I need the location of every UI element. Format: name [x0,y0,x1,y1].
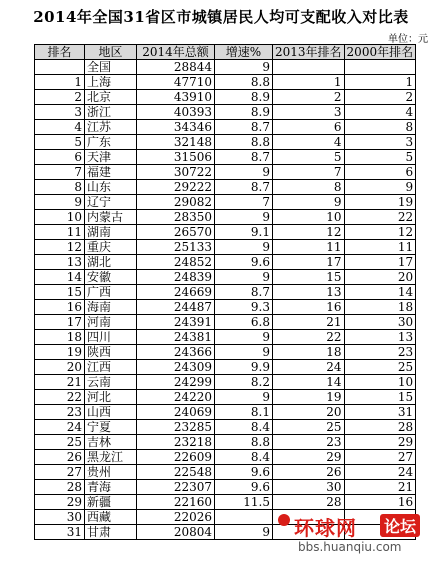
cell-rank: 10 [35,210,85,225]
cell-growth [215,510,273,525]
cell-growth: 9.1 [215,225,273,240]
cell-region: 新疆 [85,495,137,510]
table-row [35,495,416,510]
cell-rank-2013: 25 [273,420,345,435]
cell-rank: 3 [35,105,85,120]
cell-rank-2000: 17 [344,255,416,270]
cell-total-2014: 34346 [137,120,215,135]
cell-region: 海南 [85,300,137,315]
cell-rank-2013: 24 [273,360,345,375]
cell-rank-2013: 6 [273,120,345,135]
cell-rank-2013: 28 [273,495,345,510]
watermark-tag: 论坛 [380,514,420,537]
cell-total-2014: 28844 [137,60,215,75]
cell-growth: 9 [215,390,273,405]
cell-rank-2013: 16 [273,300,345,315]
cell-region: 山西 [85,405,137,420]
cell-growth: 8.7 [215,150,273,165]
cell-rank-2000: 11 [344,240,416,255]
cell-rank-2000: 14 [344,285,416,300]
cell-rank: 20 [35,360,85,375]
cell-rank: 17 [35,315,85,330]
cell-rank-2013: 29 [273,450,345,465]
cell-rank-2000 [344,60,416,75]
cell-growth: 9.6 [215,465,273,480]
cell-rank: 26 [35,450,85,465]
cell-total-2014: 29082 [137,195,215,210]
cell-rank-2000: 28 [344,420,416,435]
cell-region: 山东 [85,180,137,195]
cell-rank: 22 [35,390,85,405]
table-row [35,390,416,405]
cell-total-2014: 23218 [137,435,215,450]
cell-rank-2000: 25 [344,360,416,375]
cell-rank: 9 [35,195,85,210]
cell-total-2014: 24852 [137,255,215,270]
table-row [35,480,416,495]
cell-region: 广东 [85,135,137,150]
unit-label: 单位：元 [388,34,428,45]
cell-region: 陕西 [85,345,137,360]
cell-rank-2013: 15 [273,270,345,285]
table-row [35,90,416,105]
cell-growth: 9.9 [215,360,273,375]
cell-rank-2013 [273,60,345,75]
cell-region: 云南 [85,375,137,390]
cell-rank-2013: 2 [273,90,345,105]
cell-rank-2000: 12 [344,225,416,240]
cell-total-2014: 43910 [137,90,215,105]
cell-total-2014: 24299 [137,375,215,390]
cell-rank-2013: 12 [273,225,345,240]
cell-rank-2000: 19 [344,195,416,210]
cell-region: 浙江 [85,105,137,120]
table-row [35,150,416,165]
table-row [35,345,416,360]
cell-rank-2000: 5 [344,150,416,165]
table-row [35,270,416,285]
watermark-url: bbs.huanqiu.com [298,540,402,554]
cell-rank: 12 [35,240,85,255]
cell-rank-2000: 30 [344,315,416,330]
cell-region: 上海 [85,75,137,90]
cell-growth: 9 [215,240,273,255]
table-row [35,360,416,375]
table-row [35,75,416,90]
table-row [35,330,416,345]
cell-growth: 8.2 [215,375,273,390]
cell-growth: 9 [215,60,273,75]
cell-total-2014: 24381 [137,330,215,345]
cell-region: 全国 [85,60,137,75]
cell-rank-2013: 19 [273,390,345,405]
cell-region: 甘肃 [85,525,137,540]
cell-region: 青海 [85,480,137,495]
table-row [35,255,416,270]
cell-total-2014: 28350 [137,210,215,225]
cell-rank-2000: 6 [344,165,416,180]
column-header-total-2014: 2014年总额 [137,45,215,60]
cell-growth: 8.8 [215,75,273,90]
cell-total-2014: 30722 [137,165,215,180]
cell-region: 内蒙古 [85,210,137,225]
cell-rank: 4 [35,120,85,135]
cell-total-2014: 24366 [137,345,215,360]
cell-growth: 9 [215,210,273,225]
cell-growth: 11.5 [215,495,273,510]
cell-rank-2013: 9 [273,195,345,210]
cell-growth: 8.4 [215,450,273,465]
watermark [278,514,438,560]
cell-growth: 8.7 [215,120,273,135]
cell-rank-2000: 20 [344,270,416,285]
cell-rank-2000: 10 [344,375,416,390]
cell-total-2014: 22548 [137,465,215,480]
column-header-rank-2000: 2000年排名 [344,45,416,60]
income-table [34,44,416,540]
cell-region: 湖北 [85,255,137,270]
page-title: 2014年全国31省区市城镇居民人均可支配收入对比表 [33,8,409,26]
table-row [35,210,416,225]
cell-growth: 9 [215,345,273,360]
cell-total-2014: 20804 [137,525,215,540]
cell-rank: 30 [35,510,85,525]
cell-growth: 8.7 [215,285,273,300]
cell-region: 吉林 [85,435,137,450]
cell-rank-2013: 11 [273,240,345,255]
cell-rank-2000: 4 [344,105,416,120]
cell-region: 安徽 [85,270,137,285]
cell-growth: 8.8 [215,435,273,450]
cell-rank: 11 [35,225,85,240]
cell-rank-2013: 17 [273,255,345,270]
cell-rank-2013: 5 [273,150,345,165]
cell-region: 宁夏 [85,420,137,435]
cell-total-2014: 29222 [137,180,215,195]
cell-rank: 7 [35,165,85,180]
cell-rank: 21 [35,375,85,390]
table-row [35,180,416,195]
cell-rank: 5 [35,135,85,150]
cell-rank-2000: 2 [344,90,416,105]
cell-growth: 8.7 [215,180,273,195]
cell-total-2014: 24309 [137,360,215,375]
column-header-growth: 增速% [215,45,273,60]
cell-rank-2000: 24 [344,465,416,480]
cell-total-2014: 32148 [137,135,215,150]
cell-rank-2000: 22 [344,210,416,225]
cell-growth: 8.9 [215,90,273,105]
cell-growth: 9.6 [215,480,273,495]
cell-rank-2013: 23 [273,435,345,450]
cell-rank-2013: 21 [273,315,345,330]
cell-rank: 28 [35,480,85,495]
cell-rank-2013: 10 [273,210,345,225]
table-row [35,315,416,330]
cell-rank: 2 [35,90,85,105]
cell-rank: 14 [35,270,85,285]
cell-region: 贵州 [85,465,137,480]
cell-rank-2000: 13 [344,330,416,345]
cell-rank-2013: 26 [273,465,345,480]
cell-rank: 25 [35,435,85,450]
cell-region: 四川 [85,330,137,345]
cell-rank-2000: 27 [344,450,416,465]
cell-total-2014: 24487 [137,300,215,315]
cell-region: 广西 [85,285,137,300]
table-row [35,405,416,420]
cell-growth: 8.4 [215,420,273,435]
cell-rank: 24 [35,420,85,435]
column-header-rank-2013: 2013年排名 [273,45,345,60]
table-row [35,60,416,75]
cell-total-2014: 24220 [137,390,215,405]
cell-rank-2013: 22 [273,330,345,345]
cell-total-2014: 24839 [137,270,215,285]
cell-growth: 9.6 [215,255,273,270]
cell-growth: 7 [215,195,273,210]
cell-total-2014: 22609 [137,450,215,465]
table-row [35,135,416,150]
cell-rank-2000: 1 [344,75,416,90]
cell-rank: 23 [35,405,85,420]
cell-region: 西藏 [85,510,137,525]
cell-rank: 15 [35,285,85,300]
cell-rank-2013: 30 [273,480,345,495]
cell-total-2014: 23285 [137,420,215,435]
cell-region: 天津 [85,150,137,165]
cell-total-2014: 22160 [137,495,215,510]
cell-growth: 8.1 [215,405,273,420]
cell-total-2014: 31506 [137,150,215,165]
cell-rank [35,60,85,75]
cell-rank-2013: 3 [273,105,345,120]
cell-rank-2013: 1 [273,75,345,90]
cell-region: 辽宁 [85,195,137,210]
cell-rank-2000: 21 [344,480,416,495]
cell-rank: 19 [35,345,85,360]
cell-rank-2000: 9 [344,180,416,195]
cell-growth: 8.8 [215,135,273,150]
cell-total-2014: 24669 [137,285,215,300]
cell-rank-2013: 18 [273,345,345,360]
cell-total-2014: 24069 [137,405,215,420]
cell-rank: 18 [35,330,85,345]
cell-rank-2013: 4 [273,135,345,150]
cell-region: 江西 [85,360,137,375]
cell-rank-2000: 29 [344,435,416,450]
table-body [35,60,416,540]
cell-growth: 9 [215,525,273,540]
table-row [35,375,416,390]
cell-rank-2013: 20 [273,405,345,420]
table-row [35,195,416,210]
cell-total-2014: 47710 [137,75,215,90]
cell-rank-2013: 7 [273,165,345,180]
table-row [35,420,416,435]
cell-total-2014: 22307 [137,480,215,495]
cell-rank-2000: 8 [344,120,416,135]
table-row [35,300,416,315]
table-row [35,120,416,135]
watermark-brand: 环球网 [294,516,357,540]
table-header-row [35,45,416,60]
cell-rank: 16 [35,300,85,315]
cell-growth: 9 [215,165,273,180]
cell-growth: 6.8 [215,315,273,330]
cell-rank-2000: 31 [344,405,416,420]
cell-total-2014: 25133 [137,240,215,255]
cell-rank-2000: 15 [344,390,416,405]
cell-rank-2000: 16 [344,495,416,510]
cell-rank-2000: 23 [344,345,416,360]
cell-region: 河北 [85,390,137,405]
cell-total-2014: 26570 [137,225,215,240]
cell-rank-2013: 8 [273,180,345,195]
table-row [35,285,416,300]
cell-rank: 31 [35,525,85,540]
cell-region: 福建 [85,165,137,180]
cell-growth: 9.3 [215,300,273,315]
cell-growth: 9 [215,270,273,285]
column-header-region: 地区 [85,45,137,60]
cell-rank: 1 [35,75,85,90]
cell-rank-2013: 14 [273,375,345,390]
cell-region: 湖南 [85,225,137,240]
cell-rank: 6 [35,150,85,165]
globe-logo-icon [278,514,290,526]
table-row [35,465,416,480]
cell-growth: 9 [215,330,273,345]
cell-rank: 29 [35,495,85,510]
cell-growth: 8.9 [215,105,273,120]
table-row [35,105,416,120]
cell-region: 重庆 [85,240,137,255]
table-row [35,240,416,255]
cell-rank-2013: 13 [273,285,345,300]
cell-total-2014: 40393 [137,105,215,120]
cell-rank: 8 [35,180,85,195]
table-row [35,450,416,465]
column-header-rank: 排名 [35,45,85,60]
cell-region: 江苏 [85,120,137,135]
cell-rank-2000: 18 [344,300,416,315]
table-row [35,435,416,450]
cell-rank: 13 [35,255,85,270]
table-row [35,165,416,180]
cell-rank: 27 [35,465,85,480]
cell-total-2014: 24391 [137,315,215,330]
cell-total-2014: 22026 [137,510,215,525]
cell-region: 河南 [85,315,137,330]
cell-rank-2000: 3 [344,135,416,150]
cell-region: 北京 [85,90,137,105]
cell-region: 黑龙江 [85,450,137,465]
table-row [35,225,416,240]
